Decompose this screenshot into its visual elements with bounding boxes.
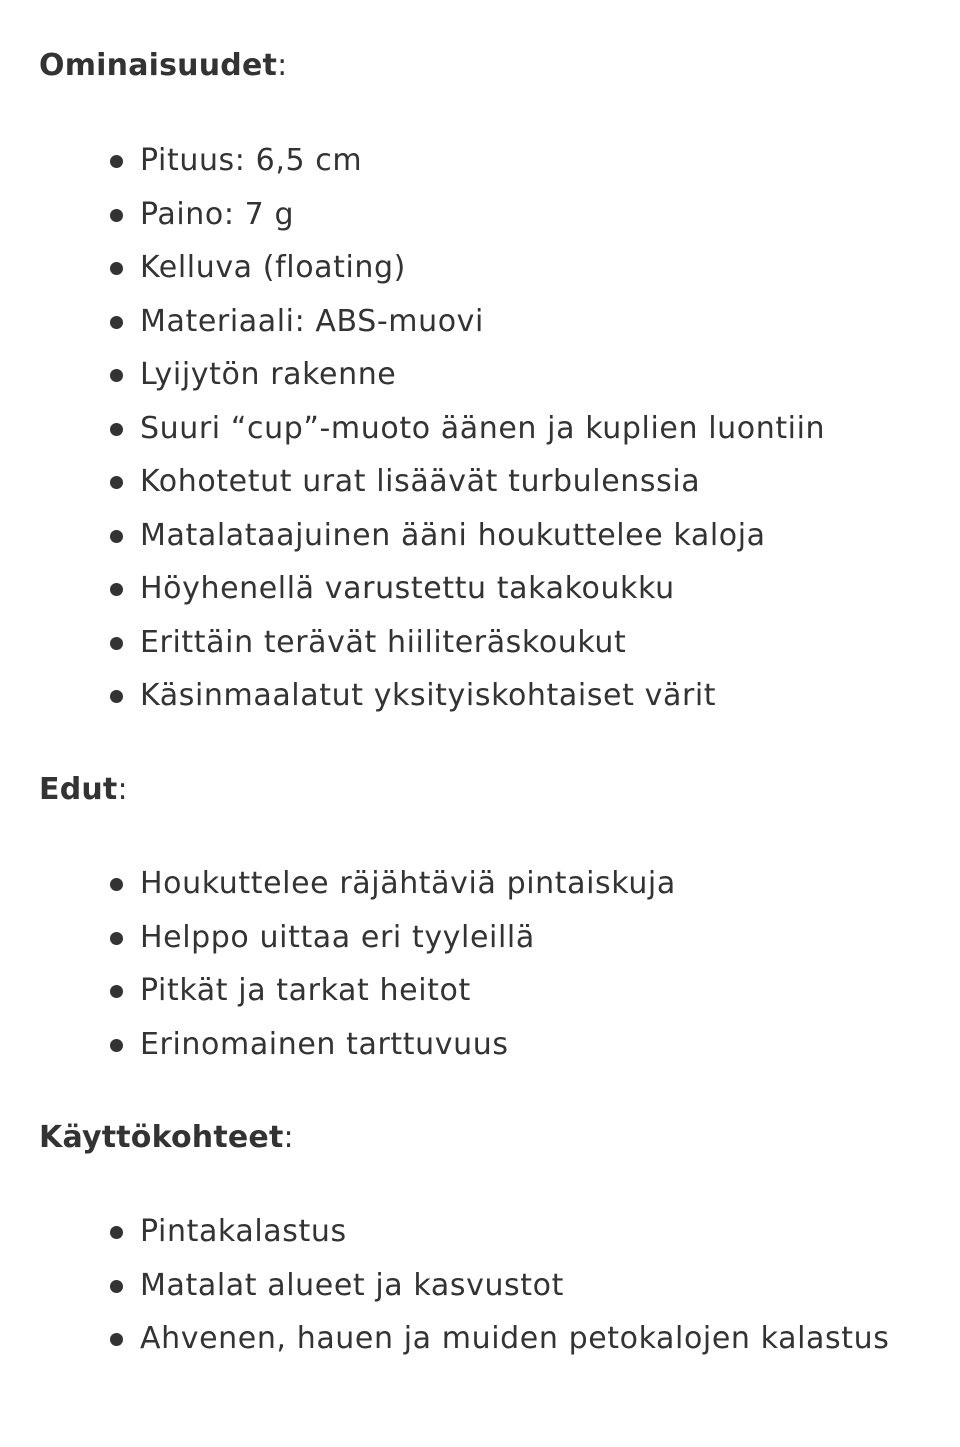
feature-item-lead-free: Lyijytön rakenne bbox=[140, 348, 960, 402]
feature-item-weight: Paino: 7 g bbox=[140, 188, 960, 242]
use-item-shallows: Matalat alueet ja kasvustot bbox=[140, 1259, 960, 1313]
benefits-heading-text: Edut bbox=[39, 772, 118, 807]
uses-heading-colon: : bbox=[283, 1120, 294, 1155]
uses-list bbox=[39, 1205, 960, 1366]
features-heading-colon: : bbox=[277, 48, 288, 83]
feature-item-hand-painted: Käsinmaalatut yksityiskohtaiset värit bbox=[140, 669, 960, 723]
feature-item-material: Materiaali: ABS-muovi bbox=[140, 295, 960, 349]
benefit-item-hookup: Erinomainen tarttuvuus bbox=[140, 1018, 960, 1072]
feature-item-carbon-hooks: Erittäin terävät hiiliteräskoukut bbox=[140, 616, 960, 670]
benefit-item-easy-retrieve: Helppo uittaa eri tyyleillä bbox=[140, 911, 960, 965]
benefits-list bbox=[39, 857, 960, 1071]
uses-heading-text: Käyttökohteet bbox=[39, 1120, 284, 1155]
benefits-heading bbox=[39, 770, 128, 810]
feature-item-floating: Kelluva (floating) bbox=[140, 241, 960, 295]
features-heading bbox=[39, 46, 287, 86]
feature-item-length: Pituus: 6,5 cm bbox=[140, 134, 960, 188]
benefit-item-long-casts: Pitkät ja tarkat heitot bbox=[140, 964, 960, 1018]
feature-item-grooves: Kohotetut urat lisäävät turbulenssia bbox=[140, 455, 960, 509]
uses-heading bbox=[39, 1118, 294, 1158]
benefits-heading-colon: : bbox=[117, 772, 128, 807]
benefit-item-surface-strikes: Houkuttelee räjähtäviä pintaiskuja bbox=[140, 857, 960, 911]
use-item-surface-fishing: Pintakalastus bbox=[140, 1205, 960, 1259]
use-item-predators: Ahvenen, hauen ja muiden petokalojen kalastus bbox=[140, 1312, 960, 1366]
features-list bbox=[39, 134, 960, 723]
feature-item-low-frequency: Matalataajuinen ääni houkuttelee kaloja bbox=[140, 509, 960, 563]
feature-item-feather-hook: Höyhenellä varustettu takakoukku bbox=[140, 562, 960, 616]
feature-item-cup-shape: Suuri “cup”-muoto äänen ja kuplien luontiin bbox=[140, 402, 960, 456]
features-heading-text: Ominaisuudet bbox=[39, 48, 278, 83]
